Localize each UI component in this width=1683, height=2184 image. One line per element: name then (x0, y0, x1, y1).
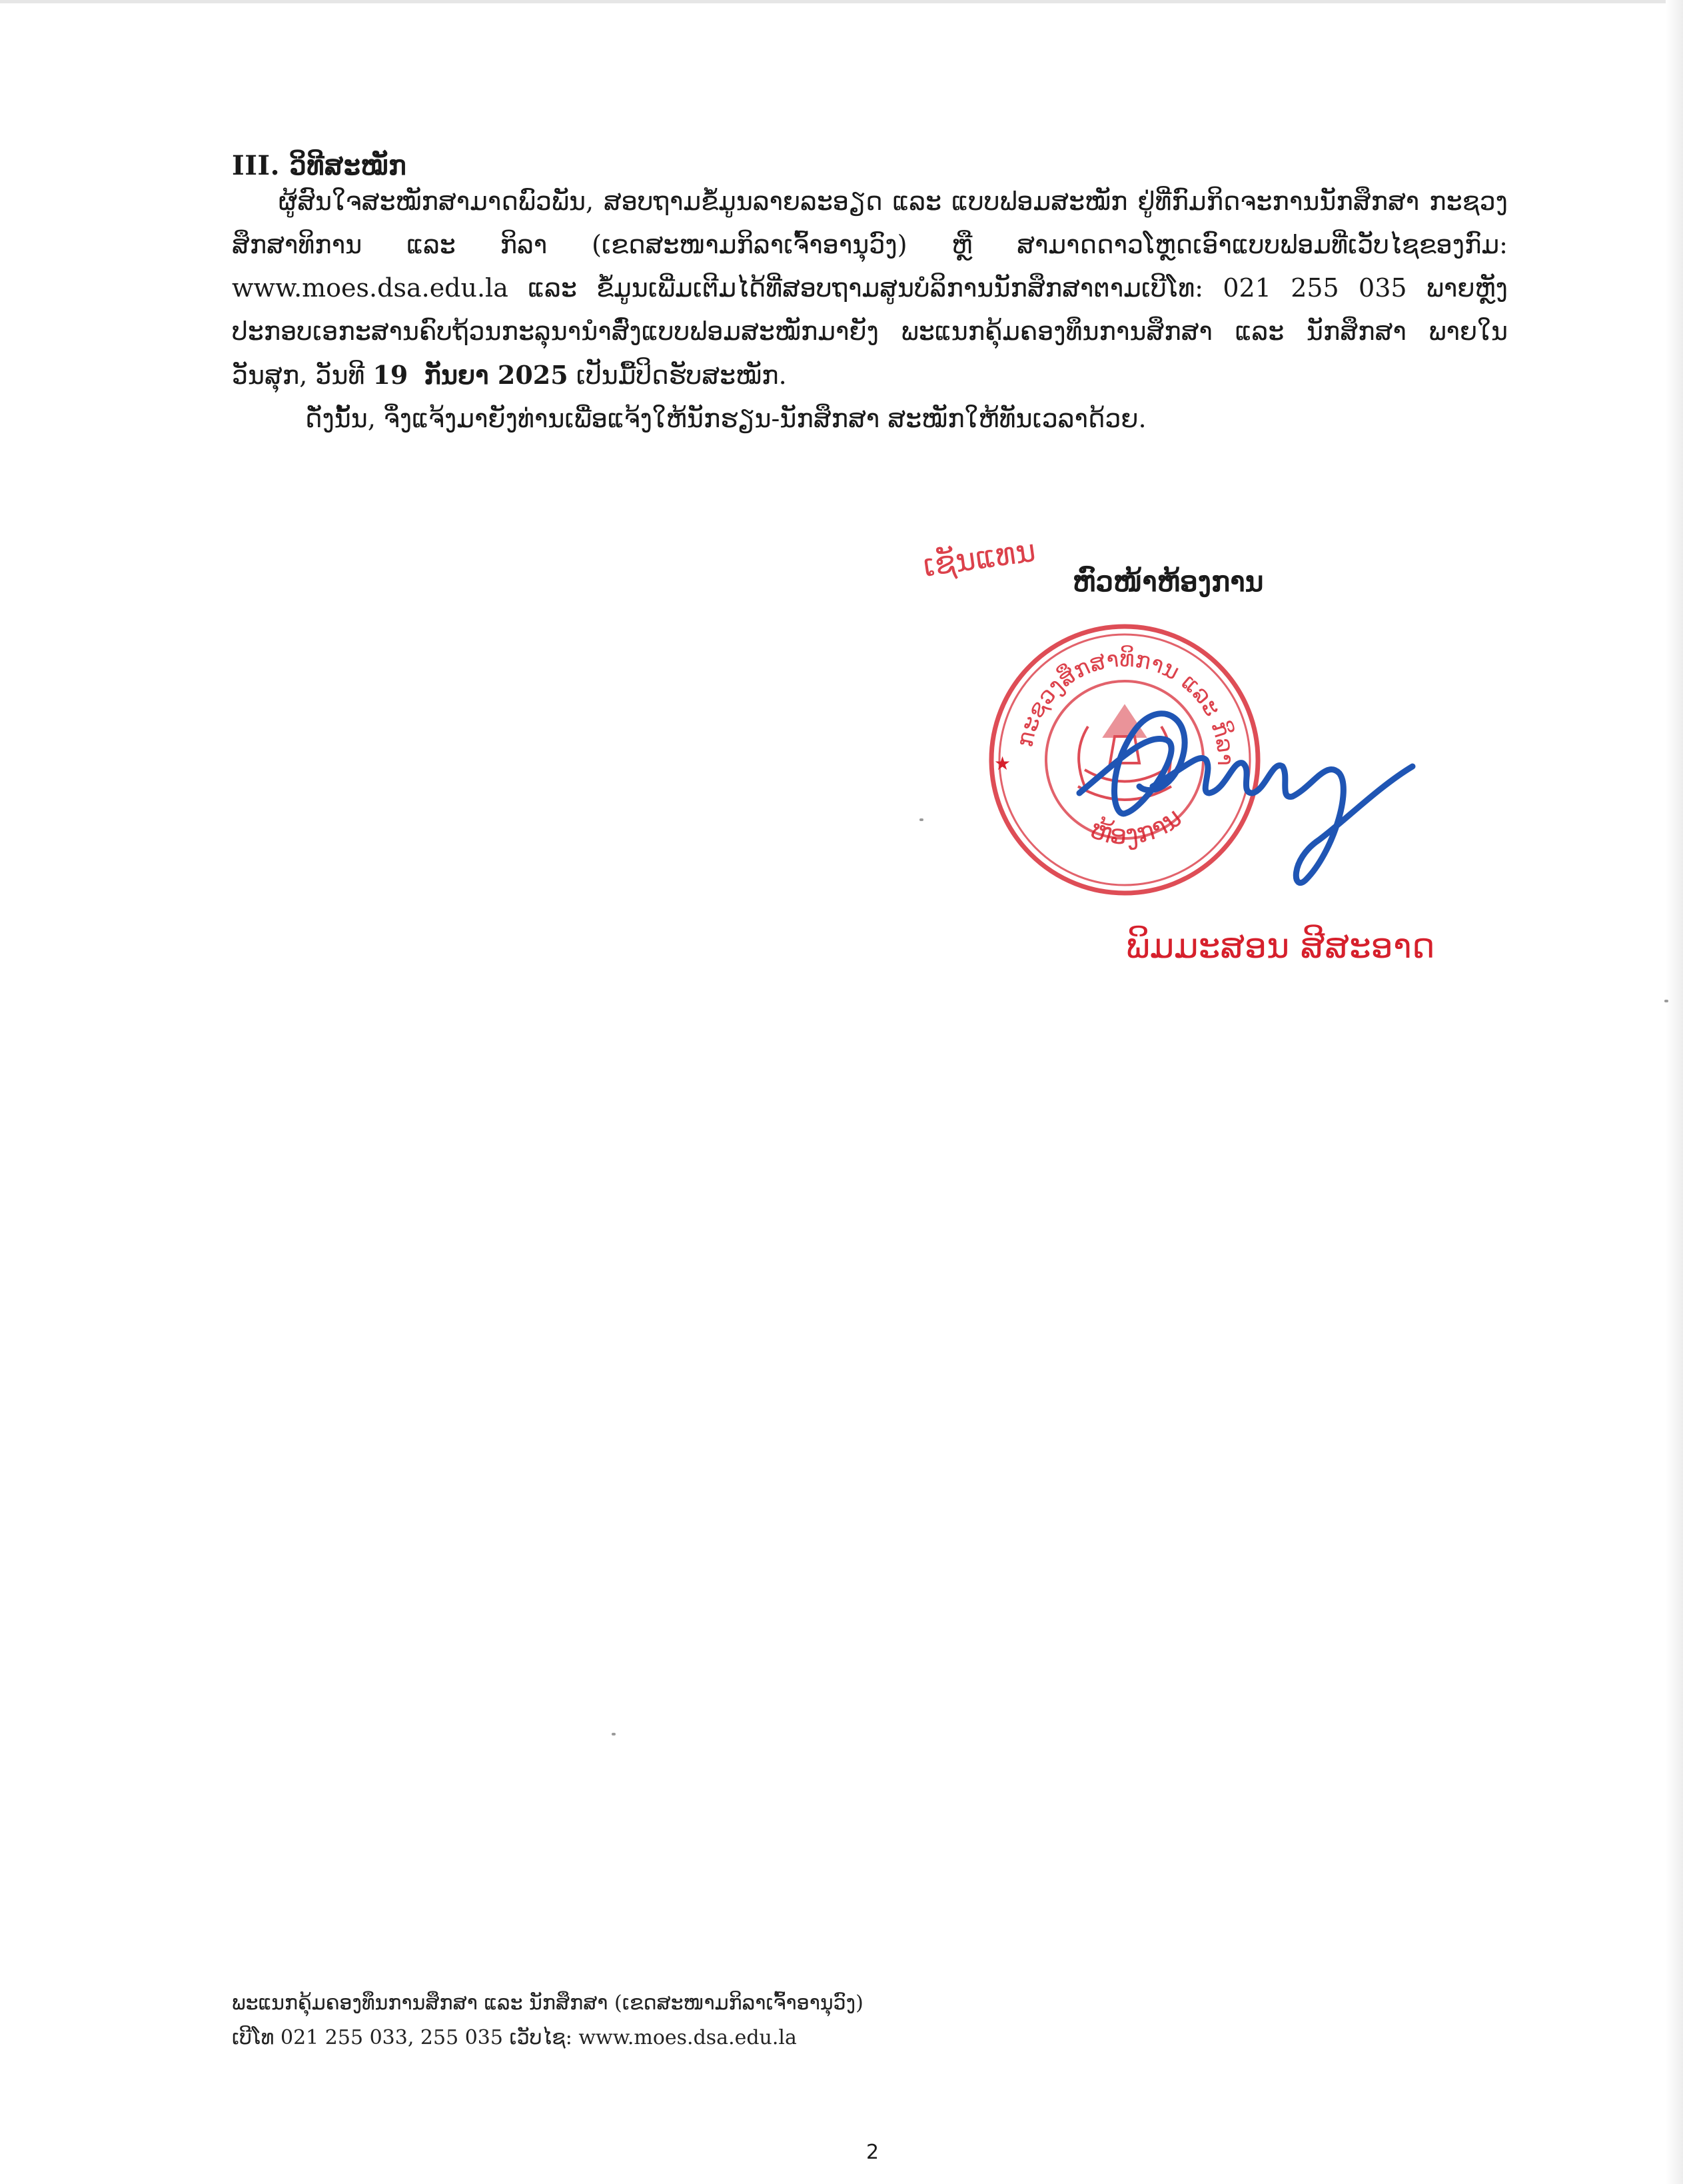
page-number: 2 (866, 2141, 879, 2164)
on-behalf-stamp: ເຊັນແທນ (921, 532, 1038, 584)
deadline-month-year: ກັນຍາ 2025 (424, 360, 568, 390)
scan-edge-right (1666, 0, 1683, 2184)
scan-speck (612, 1733, 616, 1735)
deadline-note: ເປັນມື້ປິດຮັບສະໝັກ. (576, 361, 787, 390)
signatory-title: ຫົວໜ້າຫ້ອງການ (1073, 565, 1264, 598)
paragraph-application-instructions (232, 180, 1508, 397)
footer-phone-website: ເບີໂທ 021 255 033, 255 035 ເວັບໄຊ: www.moes.dsa.edu.la (232, 2026, 797, 2049)
scan-speck (1664, 1000, 1668, 1002)
paragraph-text: ຜູ້ສົນໃຈສະໝັກສາມາດພົວພັນ, ສອບຖາມຂໍ້ມູນລາຍລະອຽດ ແລະ ແບບຟອມສະໝັກ ຢູ່ທີ່ກົມກິດຈະການນັກສຶກສາ ກະຊວງສຶກສາທິການ ແລະ ກິລາ (ເຂດສະໜາມກິລາເຈົ້າອານຸວົງ) ຫຼື ສາມາດດາວໂຫຼດເອົາແບບຟອມທີ່ເວັບໄຊຂອງກົມ: www.moes.dsa.edu.la ແລະ ຂໍ້ມູນເພີ່ມເຕີມໄດ້ທີ່ສອບຖາມສູນບໍລິການນັກສຶກສາຕາມເບີໂທ: 021 255 035 ພາຍຫຼັງປະກອບເອກະສານຄົບຖ້ວນກະລຸນານຳສົ່ງແບບຟອມສະໝັກມາຍັງ ພະແນກຄຸ້ມຄອງທຶນການສຶກສາ ແລະ ນັກສຶກສາ ພາຍໃນວັນສຸກ, ວັນທີ (232, 187, 1508, 390)
seal-top-text: ກະຊວງສຶກສາທິການ ແລະ ກິລາ (1011, 645, 1239, 766)
footer-department: ພະແນກຄຸ້ມຄອງທຶນການສຶກສາ ແລະ ນັກສຶກສາ (ເຂດສະໜາມກິລາເຈົ້າອານຸວົງ) (232, 1991, 863, 2015)
handwritten-signature (1066, 693, 1426, 893)
document-body (232, 180, 1508, 441)
scan-speck (919, 818, 923, 821)
star-icon: ★ (994, 752, 1011, 774)
footer-contact (232, 1986, 863, 2055)
paragraph-closing: ດັ່ງນັ້ນ, ຈຶ່ງແຈ້ງມາຍັງທ່ານເພື່ອແຈ້ງໃຫ້ນັກຮຽນ-ນັກສຶກສາ ສະໝັກໃຫ້ທັນເວລາດ້ວຍ. (305, 404, 1147, 433)
scan-edge-top (0, 0, 1683, 3)
section-heading: III. ວິທີສະໝັກ (232, 150, 407, 181)
deadline-day: 19 (372, 360, 408, 390)
seal-bottom-text: ຫ້ອງການ (1086, 802, 1188, 851)
signer-name: ພິມມະສອນ ສີສະອາດ (1126, 926, 1435, 966)
